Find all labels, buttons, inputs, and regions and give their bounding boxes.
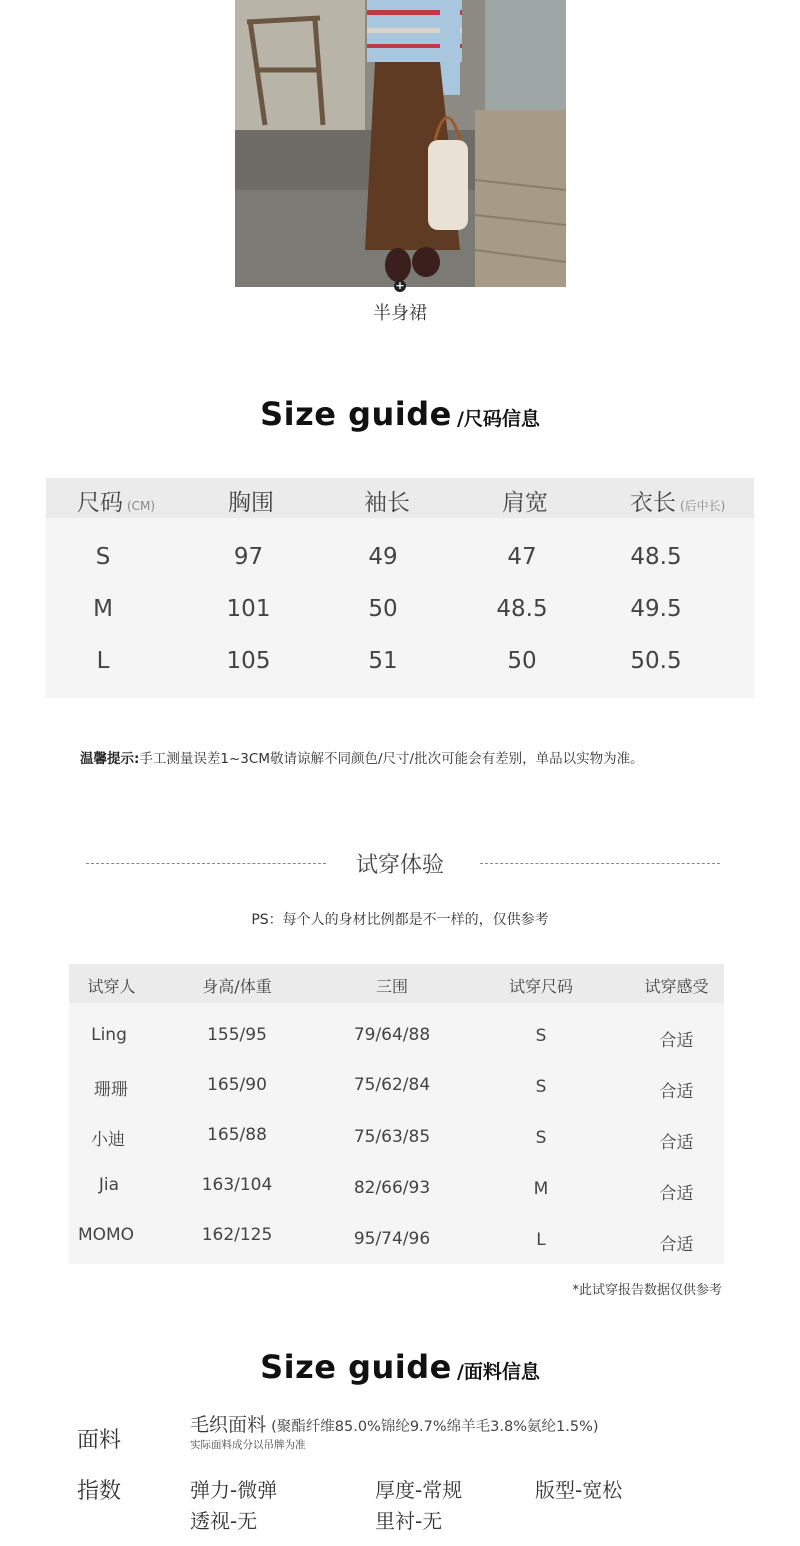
index-elasticity: 弹力-微弹 (190, 1478, 278, 1502)
product-photo (235, 0, 566, 287)
index-label: 指数 (77, 1479, 122, 1504)
length-cell: 49.5 (630, 596, 682, 622)
try-on-title: 试穿体验 (355, 853, 444, 878)
bust-cell: 97 (233, 544, 264, 570)
try-size-cell: S (535, 1026, 547, 1046)
feel-cell: 合适 (659, 1235, 694, 1255)
fabric-heading (0, 1348, 800, 1386)
fabric-subtitle: /面料信息 (456, 1361, 540, 1383)
material-line (190, 1410, 599, 1437)
measurements-cell: 82/66/93 (353, 1178, 431, 1198)
size-guide-subtitle: /尺码信息 (456, 408, 540, 430)
height-weight-cell: 155/95 (207, 1025, 267, 1045)
tester-cell: MOMO (77, 1225, 135, 1245)
photo-caption: 半身裙 (373, 303, 427, 324)
material-detail: (聚酯纤维85.0%锦纶9.7%绵羊毛3.8%氨纶1.5%) (271, 1419, 599, 1435)
size-guide-heading (0, 395, 800, 433)
size-cell: S (95, 544, 111, 570)
header-height-weight: 身高/体重 (202, 977, 272, 996)
header-feel: 试穿感受 (644, 977, 709, 996)
tester-cell: Ling (91, 1025, 127, 1045)
measurements-cell: 75/62/84 (353, 1075, 431, 1095)
divider-right (480, 863, 720, 864)
try-size-cell: S (535, 1077, 547, 1097)
length-cell: 48.5 (630, 544, 682, 570)
sleeve-cell: 51 (368, 648, 398, 674)
shoulder-cell: 48.5 (496, 596, 548, 622)
try-size-cell: M (533, 1179, 549, 1199)
tester-cell: Jia (98, 1175, 120, 1195)
material-note: 实际面料成分以吊牌为准 (190, 1439, 306, 1451)
bust-cell: 105 (226, 648, 271, 674)
feel-cell: 合适 (659, 1031, 694, 1051)
try-size-cell: S (535, 1128, 547, 1148)
header-bust: 胸围 (228, 490, 274, 516)
feel-cell: 合适 (659, 1184, 694, 1204)
index-lining: 里衬-无 (375, 1509, 443, 1533)
sleeve-cell: 50 (368, 596, 398, 622)
index-transparency: 透视-无 (190, 1509, 258, 1533)
sleeve-cell: 49 (368, 544, 398, 570)
try-on-table (69, 964, 724, 1264)
header-shoulder: 肩宽 (502, 490, 548, 516)
tester-cell: 小迪 (91, 1130, 125, 1150)
height-weight-cell: 165/88 (207, 1125, 267, 1145)
size-table (46, 478, 754, 698)
material-label: 面料 (77, 1428, 122, 1453)
tip-label: 温馨提示: (80, 751, 140, 767)
bust-cell: 101 (226, 596, 271, 622)
fabric-title: Size guide (260, 1348, 452, 1386)
height-weight-cell: 162/125 (201, 1225, 273, 1245)
feel-cell: 合适 (659, 1133, 694, 1153)
try-on-ps: PS：每个人的身材比例都是不一样的，仅供参考 (251, 912, 549, 928)
header-tester: 试穿人 (87, 977, 136, 996)
index-fit: 版型-宽松 (535, 1478, 623, 1502)
try-size-cell: L (536, 1230, 546, 1250)
length-cell: 50.5 (630, 648, 682, 674)
size-table-header (46, 478, 754, 518)
height-weight-cell: 165/90 (207, 1075, 267, 1095)
header-measurements: 三围 (375, 977, 408, 996)
shoulder-cell: 50 (507, 648, 537, 674)
header-length: 衣长 (后中长) (630, 490, 726, 516)
height-weight-cell: 163/104 (201, 1175, 273, 1195)
measurements-cell: 95/74/96 (353, 1229, 431, 1249)
tip-text: 手工测量误差1~3CM敬请谅解不同颜色/尺寸/批次可能会有差别，单品以实物为准。 (139, 751, 644, 767)
measurements-cell: 79/64/88 (353, 1025, 431, 1045)
header-sleeve: 袖长 (364, 490, 410, 516)
material-name: 毛织面料 (190, 1414, 267, 1436)
measurements-cell: 75/63/85 (353, 1127, 431, 1147)
try-on-table-header (69, 964, 724, 1003)
shoulder-cell: 47 (507, 544, 537, 570)
index-thickness: 厚度-常规 (375, 1478, 463, 1502)
zoom-plus-icon[interactable]: + (395, 279, 405, 292)
measurement-tip (80, 747, 644, 767)
size-guide-title: Size guide (260, 395, 452, 433)
size-cell: L (96, 648, 110, 674)
try-on-note: *此试穿报告数据仅供参考 (572, 1283, 722, 1298)
tester-cell: 珊珊 (94, 1080, 128, 1100)
header-try-size: 试穿尺码 (508, 977, 573, 996)
header-size: 尺码 (CM) (76, 490, 156, 516)
size-cell: M (93, 596, 113, 622)
feel-cell: 合适 (659, 1082, 694, 1102)
